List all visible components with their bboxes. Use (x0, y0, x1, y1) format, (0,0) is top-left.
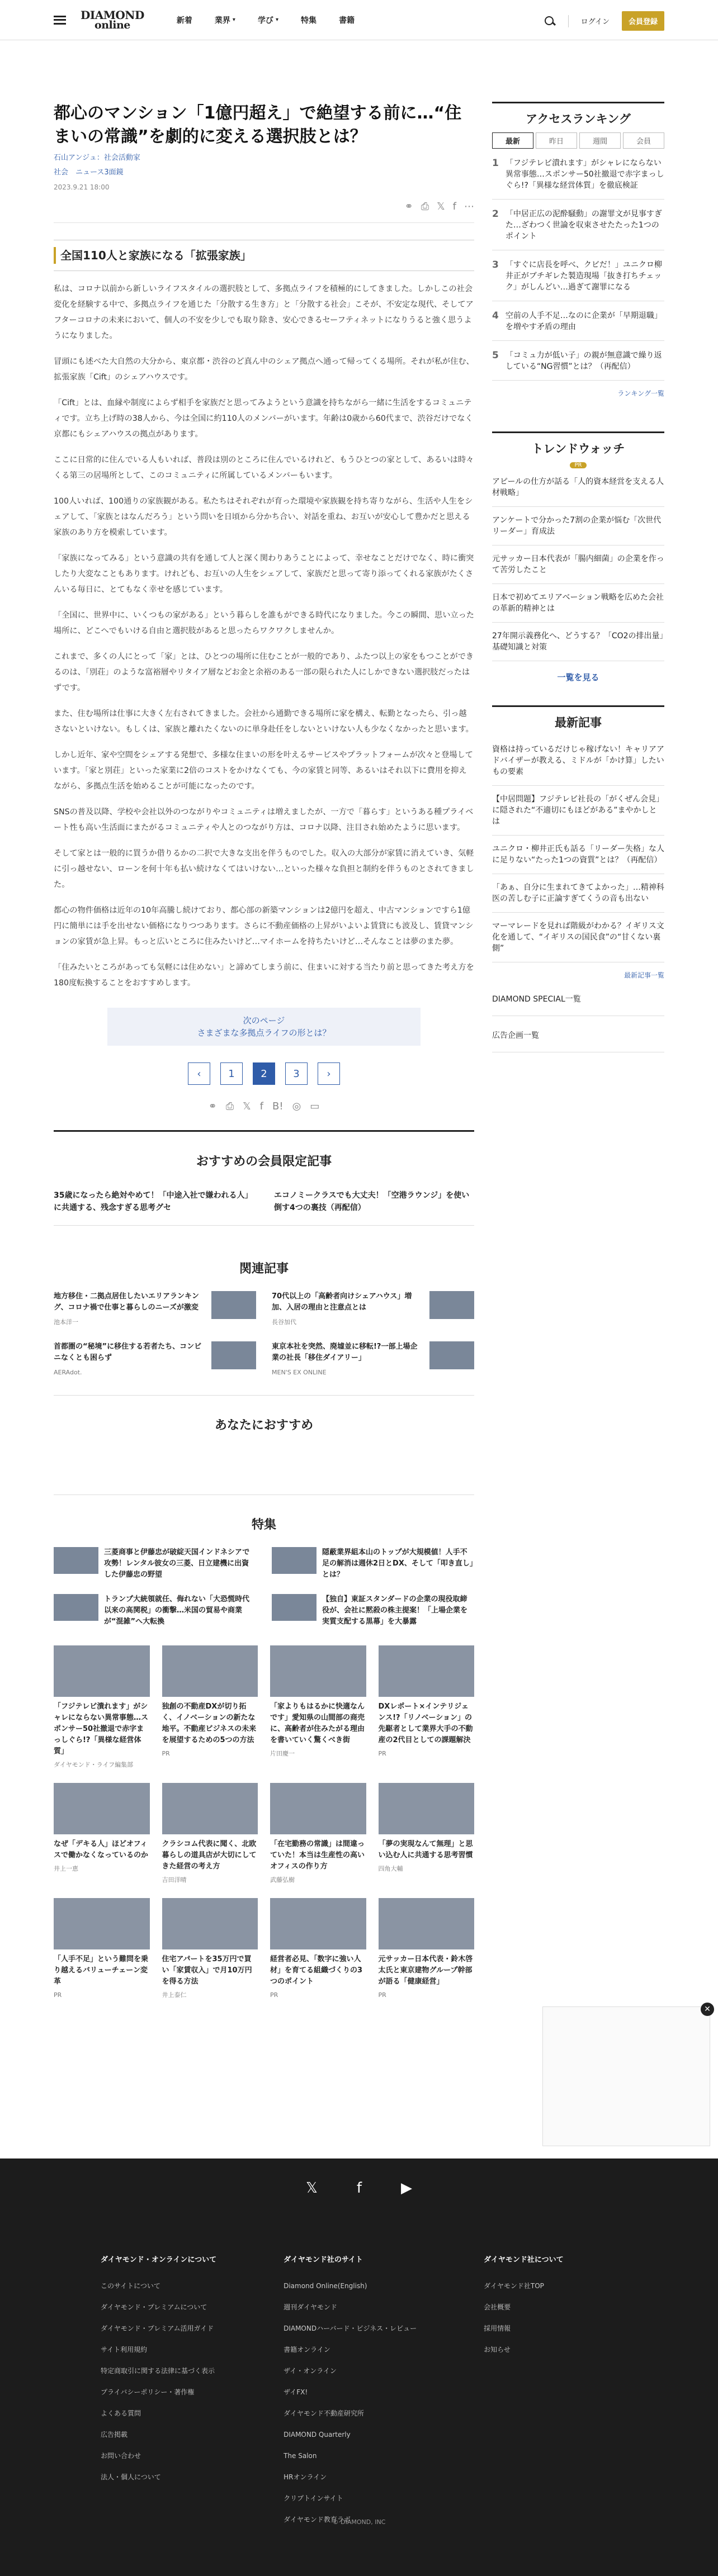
footer-link[interactable]: 週刊ダイヤモンド (284, 2303, 337, 2311)
article-thumbnail (54, 1783, 150, 1834)
article-thumbnail (54, 1547, 98, 1574)
feature-title: 特集 (251, 1518, 276, 1532)
prev-page-icon[interactable]: ‹ (188, 1062, 210, 1085)
card-source: PR (378, 1991, 386, 1999)
article-thumbnail (54, 1594, 98, 1621)
close-icon[interactable]: ✕ (701, 2003, 714, 2016)
card-article[interactable] (379, 1783, 475, 1886)
card-title-text: 「家よりもはるかに快適なんです」愛知県の山間部の商売に、高齢者が住みたがる理由を書いていく驚くべき街 (270, 1702, 365, 1744)
footer-link[interactable]: The Salon (284, 2452, 317, 2460)
news-title: 最新記事 (555, 716, 602, 729)
ranking-title: アクセスランキング (526, 112, 631, 126)
recommend-title: あなたにおすすめ (214, 1419, 314, 1432)
article-thumbnail (162, 1898, 258, 1949)
trend-title: トレンドウォッチ (531, 442, 625, 456)
card-title (162, 1839, 258, 1886)
category-link[interactable]: 社会 (54, 168, 69, 177)
card-title (270, 1954, 366, 2001)
card-article[interactable] (162, 1783, 258, 1886)
print-icon[interactable]: ⎙ (421, 201, 429, 212)
bookmark-icon[interactable]: ▭ (310, 1100, 320, 1112)
card-title-text: 「人手不足」という難問を乗り越えるバリューチェーン変革 (54, 1955, 149, 1986)
card-source: 武藤弘樹 (270, 1876, 295, 1884)
related-article[interactable]: 東京本社を突然、廃墟並に移転!?一部上場企業の社長「移住ダイアリー」 MEN'S EX ONLINE (272, 1341, 474, 1378)
x-icon[interactable]: 𝕏 (437, 201, 445, 212)
article-paragraph: 「全国に、世界中に、いくつもの家がある」という暮らしを誰もができる時代になりました。今この瞬間、思い立った場所に、どこへでもいける自由と選択肢があると思ったらワクワクしませんか。 (54, 611, 474, 635)
trend-item[interactable]: アンケートで分かった7割の企業が悩む「次世代リーダー」育成法 (492, 507, 664, 545)
article-thumbnail (429, 1341, 474, 1369)
share-toolbar (54, 201, 474, 223)
footer-link[interactable]: クリプトインサイト (284, 2494, 343, 2502)
footer-link[interactable]: ダイヤモンド・プレミアムについて (101, 2303, 207, 2311)
card-title (379, 1954, 475, 2001)
card-title-text: 「在宅勤務の常識」は間違っていた！本当は生産性の高いオフィスの作り方 (270, 1840, 365, 1871)
article-paragraph: 100人いれば、100通りの家族観がある。私たちはそれぞれが育った環境や家族観を持ち寄りながら、生活や人生をシェアして、「家族とはなんだろう」という問いを日頃から分かち合い、対話を重ね、お互いが安心して豊かだと思える家族のあり方を模索しています。 (54, 497, 473, 537)
footer-link[interactable]: このサイトについて (101, 2282, 160, 2290)
article-thumbnail (54, 1898, 150, 1949)
article-thumbnail (162, 1645, 258, 1697)
card-title (54, 1701, 150, 1771)
article-thumbnail (429, 1291, 474, 1319)
card-article[interactable] (379, 1898, 475, 2001)
news-item[interactable]: マーマレードを見れば階級がわかる？イギリス文化を通して、“イギリスの国民食”の“甘くない裏側” (492, 913, 664, 962)
ranking-item[interactable] (492, 200, 664, 250)
card-title-text: 経営者必見、「数字に強い人材」を育てる組織づくりの3つのポイント (270, 1955, 363, 1986)
footer-link[interactable]: Diamond Online(English) (284, 2282, 367, 2290)
footer-link[interactable]: 採用情報 (484, 2324, 511, 2332)
card-title-text: 「夢の実現なんて無理」と思い込む人に共通する思考習慣 (378, 1840, 473, 1859)
article-paragraph: 「家族になってみる」という意識の共有を通して人と深く関わりあうことによって、幸せなことだけでなく、時に衝突したり大変なこともあります。けれども、お互いの人生をシェアして、家族だと思って寄り添ってくれる家族がたくさんいる毎日に、とてもなく幸せを感じています。 (54, 554, 474, 594)
more-icon[interactable]: ⋯ (464, 201, 474, 212)
link-icon[interactable]: ⚭ (208, 1100, 217, 1112)
rank-number: 4 (492, 310, 499, 321)
card-title (162, 1701, 258, 1759)
card-title-text: 住宅アパートを35万円で買い「家賃収入」で月10万円を得る方法 (162, 1955, 252, 1986)
article-paragraph: 私は、コロナ以前から新しいライフスタイルの選択肢として、多拠点ライフを積極的にしてきました。しかしこの社会変化を経験する中で、多拠点ライフを通じた「分散する生き方」と「分散する社会」こそが、不安定な現代、そしてアフターコロナの未来において、個人の不安を少しでも取り除き、安心できるセーフティネットになりうると強く思うようになりました。 (54, 284, 474, 340)
nav-item-learn[interactable]: 学び ▾ (257, 16, 278, 25)
card-title (162, 1954, 258, 2001)
feature-article[interactable]: トランプ大統領就任、侮れない「大恐慌時代以来の高関税」の衝撃…米国の貿易や商業が“混雑”へ大転換 (54, 1594, 256, 1628)
card-source: 井上泰仁 (162, 1991, 187, 1999)
footer-link[interactable]: DIAMOND Quarterly (284, 2431, 351, 2439)
ranking-item[interactable] (492, 341, 664, 381)
footer-column: ダイヤモンド社について ダイヤモンド社TOP 会社概要 採用情報 お知らせ (484, 2254, 563, 2530)
footer-link[interactable]: よくある質問 (101, 2409, 141, 2417)
footer-link[interactable]: ダイヤモンド不動産研究所 (284, 2409, 364, 2417)
main-nav (177, 15, 355, 26)
ad-list-link[interactable]: 広告企画一覧 (492, 1030, 664, 1052)
news-item[interactable]: 【中居問題】フジテレビ社長の「がくぜん会見」に隠された“不適切にもほどがある”まやかしとは (492, 786, 664, 836)
ranking-item[interactable] (492, 149, 664, 200)
section-heading: 全国110人と家族になる「拡張家族」 (54, 240, 474, 271)
next-page-icon[interactable]: › (318, 1062, 340, 1085)
tab-latest[interactable]: 最新 (492, 132, 533, 149)
rank-number: 3 (492, 259, 499, 271)
card-source: ダイヤモンド・ライフ編集部 (54, 1761, 134, 1768)
member-articles (54, 1189, 474, 1226)
card-article[interactable] (270, 1898, 366, 2001)
card-article[interactable] (379, 1645, 475, 1771)
card-article[interactable] (54, 1645, 150, 1771)
related-articles (54, 1291, 474, 1378)
article-thumbnail (54, 1645, 150, 1697)
news-item[interactable]: 資格は持っているだけじゃ稼げない！キャリアアドバイザーが教える、ミドルが「かけ算」したいもの要素 (492, 736, 664, 786)
card-source: 吉田洋晴 (162, 1876, 187, 1884)
card-article[interactable] (54, 1898, 150, 2001)
article-paragraph: SNSの普及以降、学校や会社以外のつながりやコミュニティは増えましたが、一方で「暮らす」というある種プライベート性も高い生活面にまたがるコミュニティや人とのつながり方は、コロナ以降、注目され始めたように思います。 (54, 808, 474, 832)
page-link[interactable]: 1 (220, 1062, 243, 1085)
card-article[interactable] (270, 1783, 366, 1886)
x-icon[interactable]: 𝕏 (243, 1100, 251, 1112)
member-article[interactable]: 35歳になったら絶対やめて！「中途入社で嫌われる人」に共通する、残念すぎる思考グセ (54, 1191, 253, 1212)
ranking-panel (492, 102, 664, 398)
footer-link[interactable]: ダイヤモンド社TOP (484, 2282, 544, 2290)
pr-badge: PR (570, 462, 587, 468)
facebook-icon[interactable]: f (452, 201, 456, 212)
register-button[interactable]: 会員登録 (622, 11, 664, 31)
ranking-item[interactable] (492, 301, 664, 341)
article-thumbnail (162, 1783, 258, 1834)
ranking-title-text: 空前の人手不足…なのに企業が「早期退職」を増やす矛盾の理由 (505, 311, 662, 331)
article-paragraph: 「住みたいところがあっても気軽には住めない」と諦めてしまう前に、住まいに対する当たり前と思ってきた考え方を180度転換することをおすすめします。 (54, 963, 474, 988)
ranking-title-text: 「フジテレビ潰れます」がシャレにならない異常事態…スポンサー50社撤退で赤字まっしぐら!?「異様な経営体質」を徹底検証 (505, 159, 664, 190)
special-link[interactable]: DIAMOND SPECIAL一覧 (492, 993, 664, 1016)
ranking-item[interactable] (492, 250, 664, 301)
footer-column: ダイヤモンド社のサイト Diamond Online(English) 週刊ダイヤモンド DIAMONDハーバード・ビジネス・レビュー 書籍オンライン ザイ・オンライン ザイFX! ダイヤモンド不動産研究所 DIAMOND Quarterly The Salon HRオンライン クリプトインサイト ダイヤモンド教育ラボ (284, 2254, 417, 2530)
ranking-title-text: 「中居正広の泥酔騒動」の謝罪文が見事すぎた…ざわつく世論を収束させたたった1つのポイント (505, 210, 662, 241)
footer-link[interactable]: 法人・個人について (101, 2473, 161, 2481)
nav-item-feature[interactable]: 特集 (300, 16, 317, 25)
ranking-more-link[interactable]: ランキング一覧 (617, 390, 664, 397)
footer-link[interactable]: 会社概要 (484, 2303, 511, 2311)
article-thumbnail (379, 1898, 475, 1949)
article-thumbnail (211, 1341, 256, 1369)
x-icon[interactable]: 𝕏 (305, 2180, 318, 2197)
pagination (54, 1062, 474, 1085)
article-main (54, 102, 474, 2001)
rank-number: 1 (492, 158, 499, 169)
footer-link[interactable]: お知らせ (484, 2346, 511, 2354)
youtube-icon[interactable]: ▶ (401, 2180, 413, 2197)
card-title-text: 独創の不動産DXが切り拓く、イノベーションの新たな地平。不動産ビジネスの未来を展望するための5つの方法 (162, 1702, 257, 1744)
trend-item[interactable]: アピールの仕方が話る「人的資本経営を支える人材戦略」 (492, 468, 664, 507)
card-source: PR (270, 1991, 278, 1999)
article-thumbnail (211, 1291, 256, 1319)
rank-number: 2 (492, 208, 499, 220)
footer-link[interactable]: ザイFX! (284, 2388, 308, 2396)
news-panel (492, 705, 664, 980)
nav-item-new[interactable]: 新着 (176, 16, 192, 25)
card-source: 井上一恵 (54, 1865, 78, 1872)
footer-link[interactable]: サイト利用規約 (101, 2346, 148, 2354)
copyright: © DIAMOND, INC (332, 2518, 386, 2526)
ranking-tabs (492, 132, 664, 149)
link-icon[interactable]: ⚭ (404, 201, 413, 212)
card-grid (54, 1645, 474, 2001)
print-icon[interactable]: ⎙ (225, 1100, 234, 1112)
ranking-title-text: 「コミュ力が低い子」の親が無意識で繰り返している“NG習慣”とは？（再配信） (505, 351, 662, 371)
nav-item-industry[interactable]: 業界 ▾ (214, 16, 235, 25)
publish-date: 2023.9.21 18:00 (54, 183, 110, 191)
card-title (379, 1701, 475, 1759)
page-link-current[interactable]: 2 (253, 1062, 275, 1085)
page-link[interactable]: 3 (285, 1062, 308, 1085)
feature-article[interactable]: 隠蔽業界組本山のトップが大規模値！人手不足の解消は週休2日とDX、そして「叩き直し」とは？ (272, 1547, 474, 1581)
article-thumbnail (270, 1783, 366, 1834)
tab-yesterday[interactable]: 昨日 (536, 132, 577, 149)
related-article[interactable]: 70代以上の「高齢者向けシェアハウス」増加、入居の理由と注意点とは 長谷加代 (272, 1291, 474, 1328)
card-title-text: クラシコム代表に聞く、北欧暮らしの道具店が大切にしてきた経営の考え方 (162, 1840, 257, 1871)
feature-article[interactable]: 三菱商事と伊藤忠が破綻天国インドネシアで攻勢！レンタル彼女の三菱、日立建機に出資した伊藤忠の野望 (54, 1547, 256, 1581)
card-title-text: DXレポート×インテリジェンス!?「リノベーション」の先駆者として業界大手の不動産の2代目としての課題解決 (378, 1702, 473, 1744)
related-article[interactable]: 地方移住・二拠点居住したいエリアランキング、コロナ禍で仕事と暮らしのニーズが激変 池本洋一 (54, 1291, 256, 1328)
footer-link[interactable]: 広告掲載 (101, 2431, 128, 2439)
article-paragraph: 「Cift」とは、血縁や制度によらず相手を家族だと思ってみようという意識を持ちながら一緒に生活をするコミュニティです。立ち上げ時の38人から、今は全国に約110人のメンバーがいます。年齢は0歳から60代まで、渋谷だけでなく京都にもシェアハウスの拠点があります。 (54, 399, 473, 439)
trend-more-link[interactable]: 一覧を見る (557, 672, 599, 682)
card-title (270, 1839, 366, 1886)
footer-link[interactable]: 特定商取引に関する法律に基づく表示 (101, 2367, 215, 2375)
chevron-down-icon: ▾ (232, 17, 235, 23)
tab-member[interactable]: 会員 (623, 132, 664, 149)
article-thumbnail (272, 1547, 317, 1574)
card-title-text: なぜ「デキる人」ほどオフィスで働かなくなっているのか (54, 1840, 149, 1859)
search-icon[interactable] (544, 15, 556, 27)
footer-link[interactable]: DIAMONDハーバード・ビジネス・レビュー (284, 2324, 417, 2332)
footer-link[interactable]: お問い合わせ (101, 2452, 141, 2460)
trend-panel (492, 431, 664, 683)
article-thumbnail (379, 1645, 475, 1697)
related-article[interactable]: 首都圏の“秘境”に移住する若者たち、コンビニなくとも困らず AERAdot. (54, 1341, 256, 1378)
news-item[interactable]: 「あぁ、自分に生まれてきてよかった」…精神科医の苦しむ子に正論すぎてくうの音も出ない (492, 874, 664, 913)
trend-item[interactable]: 元サッカー日本代表が「腸内細菌」の企業を作って苦労したこと (492, 545, 664, 584)
footer-link[interactable]: ダイヤモンド・プレミアム活用ガイド (101, 2324, 214, 2332)
article-body (54, 281, 474, 991)
article-paragraph: 冒頭にも述べた大自然の大分から、東京都・渋谷のど真ん中のシェア拠点へ通って帰ってくる場所。それが私が住む、拡張家族「Cift」のシェアハウスです。 (54, 357, 474, 382)
divider (568, 15, 569, 27)
card-source: 片田慶一 (270, 1750, 295, 1757)
member-article[interactable]: エコノミークラスでも大丈夫！「空港ラウンジ」を使い倒す4つの裏技（再配信） (274, 1191, 470, 1212)
next-page-link[interactable]: 次のページ さまざまな多拠点ライフの形とは？ (107, 1008, 421, 1046)
card-article[interactable] (162, 1898, 258, 2001)
login-link[interactable]: ログイン (580, 18, 610, 26)
nav-item-books[interactable]: 書籍 (338, 16, 355, 25)
site-logo[interactable]: DIAMOND online (81, 8, 144, 31)
sidebar (492, 102, 664, 1052)
recommend-area (54, 1433, 474, 1495)
trend-item[interactable]: 27年開示義務化へ、どうする？「CO2の排出量」基礎知識と対策 (492, 623, 664, 661)
ad-banner[interactable] (542, 2006, 710, 2146)
article-paragraph: しかし近年、家や空間をシェアする発想で、多様な住まいの形を叶えるサービスやプラットフォームが次々と登場しています。「家と別荘」といった家業に2倍のコストをかけなくても、今の家賃と同等、あるいはそれ以下に費用を抑えながら、多拠点生活を始めることが可能になったのです。 (54, 751, 473, 791)
card-title (54, 1839, 150, 1875)
tab-weekly[interactable]: 週間 (579, 132, 621, 149)
card-article[interactable] (270, 1645, 366, 1771)
subcategory-link[interactable]: ニュース3面鏡 (75, 168, 124, 177)
news-more-link[interactable]: 最新記事一覧 (623, 971, 664, 979)
line-icon[interactable]: ◎ (292, 1100, 301, 1112)
footer-link[interactable]: HRオンライン (284, 2473, 327, 2481)
news-item[interactable]: ユニクロ・柳井正氏も話る「リーダー失格」な人に足りない“たった1つの資質”とは？（再配信） (492, 836, 664, 874)
card-source: 四角大輔 (378, 1865, 403, 1872)
footer-link[interactable]: プライバシーポリシー・著作権 (101, 2388, 195, 2396)
related-title: 関連記事 (239, 1262, 289, 1276)
card-source: PR (378, 1750, 386, 1757)
hatena-icon[interactable]: B! (272, 1100, 284, 1112)
card-title (379, 1839, 475, 1875)
divider (54, 1395, 474, 1396)
trend-item[interactable]: 日本で初めてエリアベーション戦略を広めた会社の革新的精神とは (492, 584, 664, 623)
article-paragraph: ここに日常的に住んでいる人もいれば、普段は別のところに住んでいるけれど、もうひとつの家として、あるいは時々くる第三の居場所として、このコミュニティに所属しているメンバーもいます。 (54, 456, 474, 480)
site-header (0, 0, 718, 40)
article-paragraph: また、住む場所は仕事に大きく左右されてきました。会社から通勤できる場所に家を構え、転勤となったら、引っ越さないといけない。もしくは、家族と離れたくないのに単身赴任をしないといけない人も少なくなかったと思います。 (54, 709, 474, 734)
facebook-icon[interactable]: f (259, 1100, 264, 1112)
facebook-icon[interactable]: f (356, 2180, 362, 2197)
author-link[interactable]: 石山アンジュ：社会活動家 (54, 154, 140, 162)
card-title-text: 「フジテレビ潰れます」がシャレにならない異常事態…スポンサー50社撤退で赤字まっしぐら!?「異様な経営体質」 (54, 1702, 149, 1756)
feature-article[interactable]: 【独自】東証スタンダードの企業の現役取締役が、会社に黙殺の株主提案！「上場企業を実質支配する黒幕」を大暴露 (272, 1594, 474, 1628)
feature-list (54, 1547, 474, 1628)
card-source: PR (54, 1991, 62, 1999)
article-paragraph: そして家とは一般的に買うか借りるかの二択で大きな支出を伴うものでした。収入の大部分が家賃に消えていき、気軽に引っ越せない、ローンを何十年も払い続けなくてはいけない…といった様々な負担と制約を伴うものとされてきました。 (54, 849, 474, 889)
article-title: 都心のマンション「1億円超え」で絶望する前に…“住まいの常識”を劇的に変える選択肢とは？ (54, 103, 462, 146)
card-title (54, 1954, 150, 2001)
card-article[interactable] (54, 1783, 150, 1886)
footer-link[interactable]: ザイ・オンライン (284, 2367, 337, 2375)
ranking-title-text: 「すぐに店長を呼べ、クビだ！」ユニクロ柳井正がブチギレた製造現場「抜き打ちチェック」がしんどい…過ぎて謝罪になる (505, 260, 662, 292)
article-thumbnail (272, 1594, 317, 1621)
card-source: PR (162, 1750, 170, 1757)
chevron-down-icon: ▾ (275, 17, 278, 23)
member-articles-title: おすすめの会員限定記事 (196, 1155, 332, 1169)
card-title (270, 1701, 366, 1759)
article-thumbnail (379, 1783, 475, 1834)
card-article[interactable] (162, 1645, 258, 1771)
rank-number: 5 (492, 350, 499, 361)
footer-column: ダイヤモンド・オンラインについて このサイトについて ダイヤモンド・プレミアムについて ダイヤモンド・プレミアム活用ガイド サイト利用規約 特定商取引に関する法律に基づく表示 プライバシーポリシー・著作権 よくある質問 広告掲載 お問い合わせ 法人・個人について (101, 2254, 216, 2530)
footer-link[interactable]: ダイヤモンド教育ラボ (284, 2516, 351, 2523)
article-thumbnail (270, 1898, 366, 1949)
site-footer (0, 2158, 718, 2576)
menu-icon[interactable] (54, 16, 66, 25)
card-title-text: 元サッカー日本代表・鈴木啓太氏と東京建物グループ幹部が語る「健康経営」 (378, 1955, 473, 1986)
share-toolbar-bottom (54, 1100, 474, 1132)
article-paragraph: これまで、多くの人にとって「家」とは、ひとつの場所に住むことが一般的であり、ふたつ以上の家をもつことができるのは、「別荘」のような富裕層やリタイア層などお金と余裕のある一部の限られた人にしかできない選択肢だったはずです。 (54, 652, 474, 692)
article-paragraph: 都心の物件価格は近年の10年高騰し続けており、都心部の新築マンションは2億円を超え、中古マンションですら1億円に簡単には手を出せない価格になりつつあります。さらに不動産価格の上昇がいよいよ賃貸にも波及し、賃貸マンションの家賃が急上昇。もっと広いところに住みたいけど…マイホームを持ちたいけど…そんなことは夢のまた夢。 (54, 906, 474, 946)
article-thumbnail (270, 1645, 366, 1697)
footer-link[interactable]: 書籍オンライン (284, 2346, 330, 2354)
